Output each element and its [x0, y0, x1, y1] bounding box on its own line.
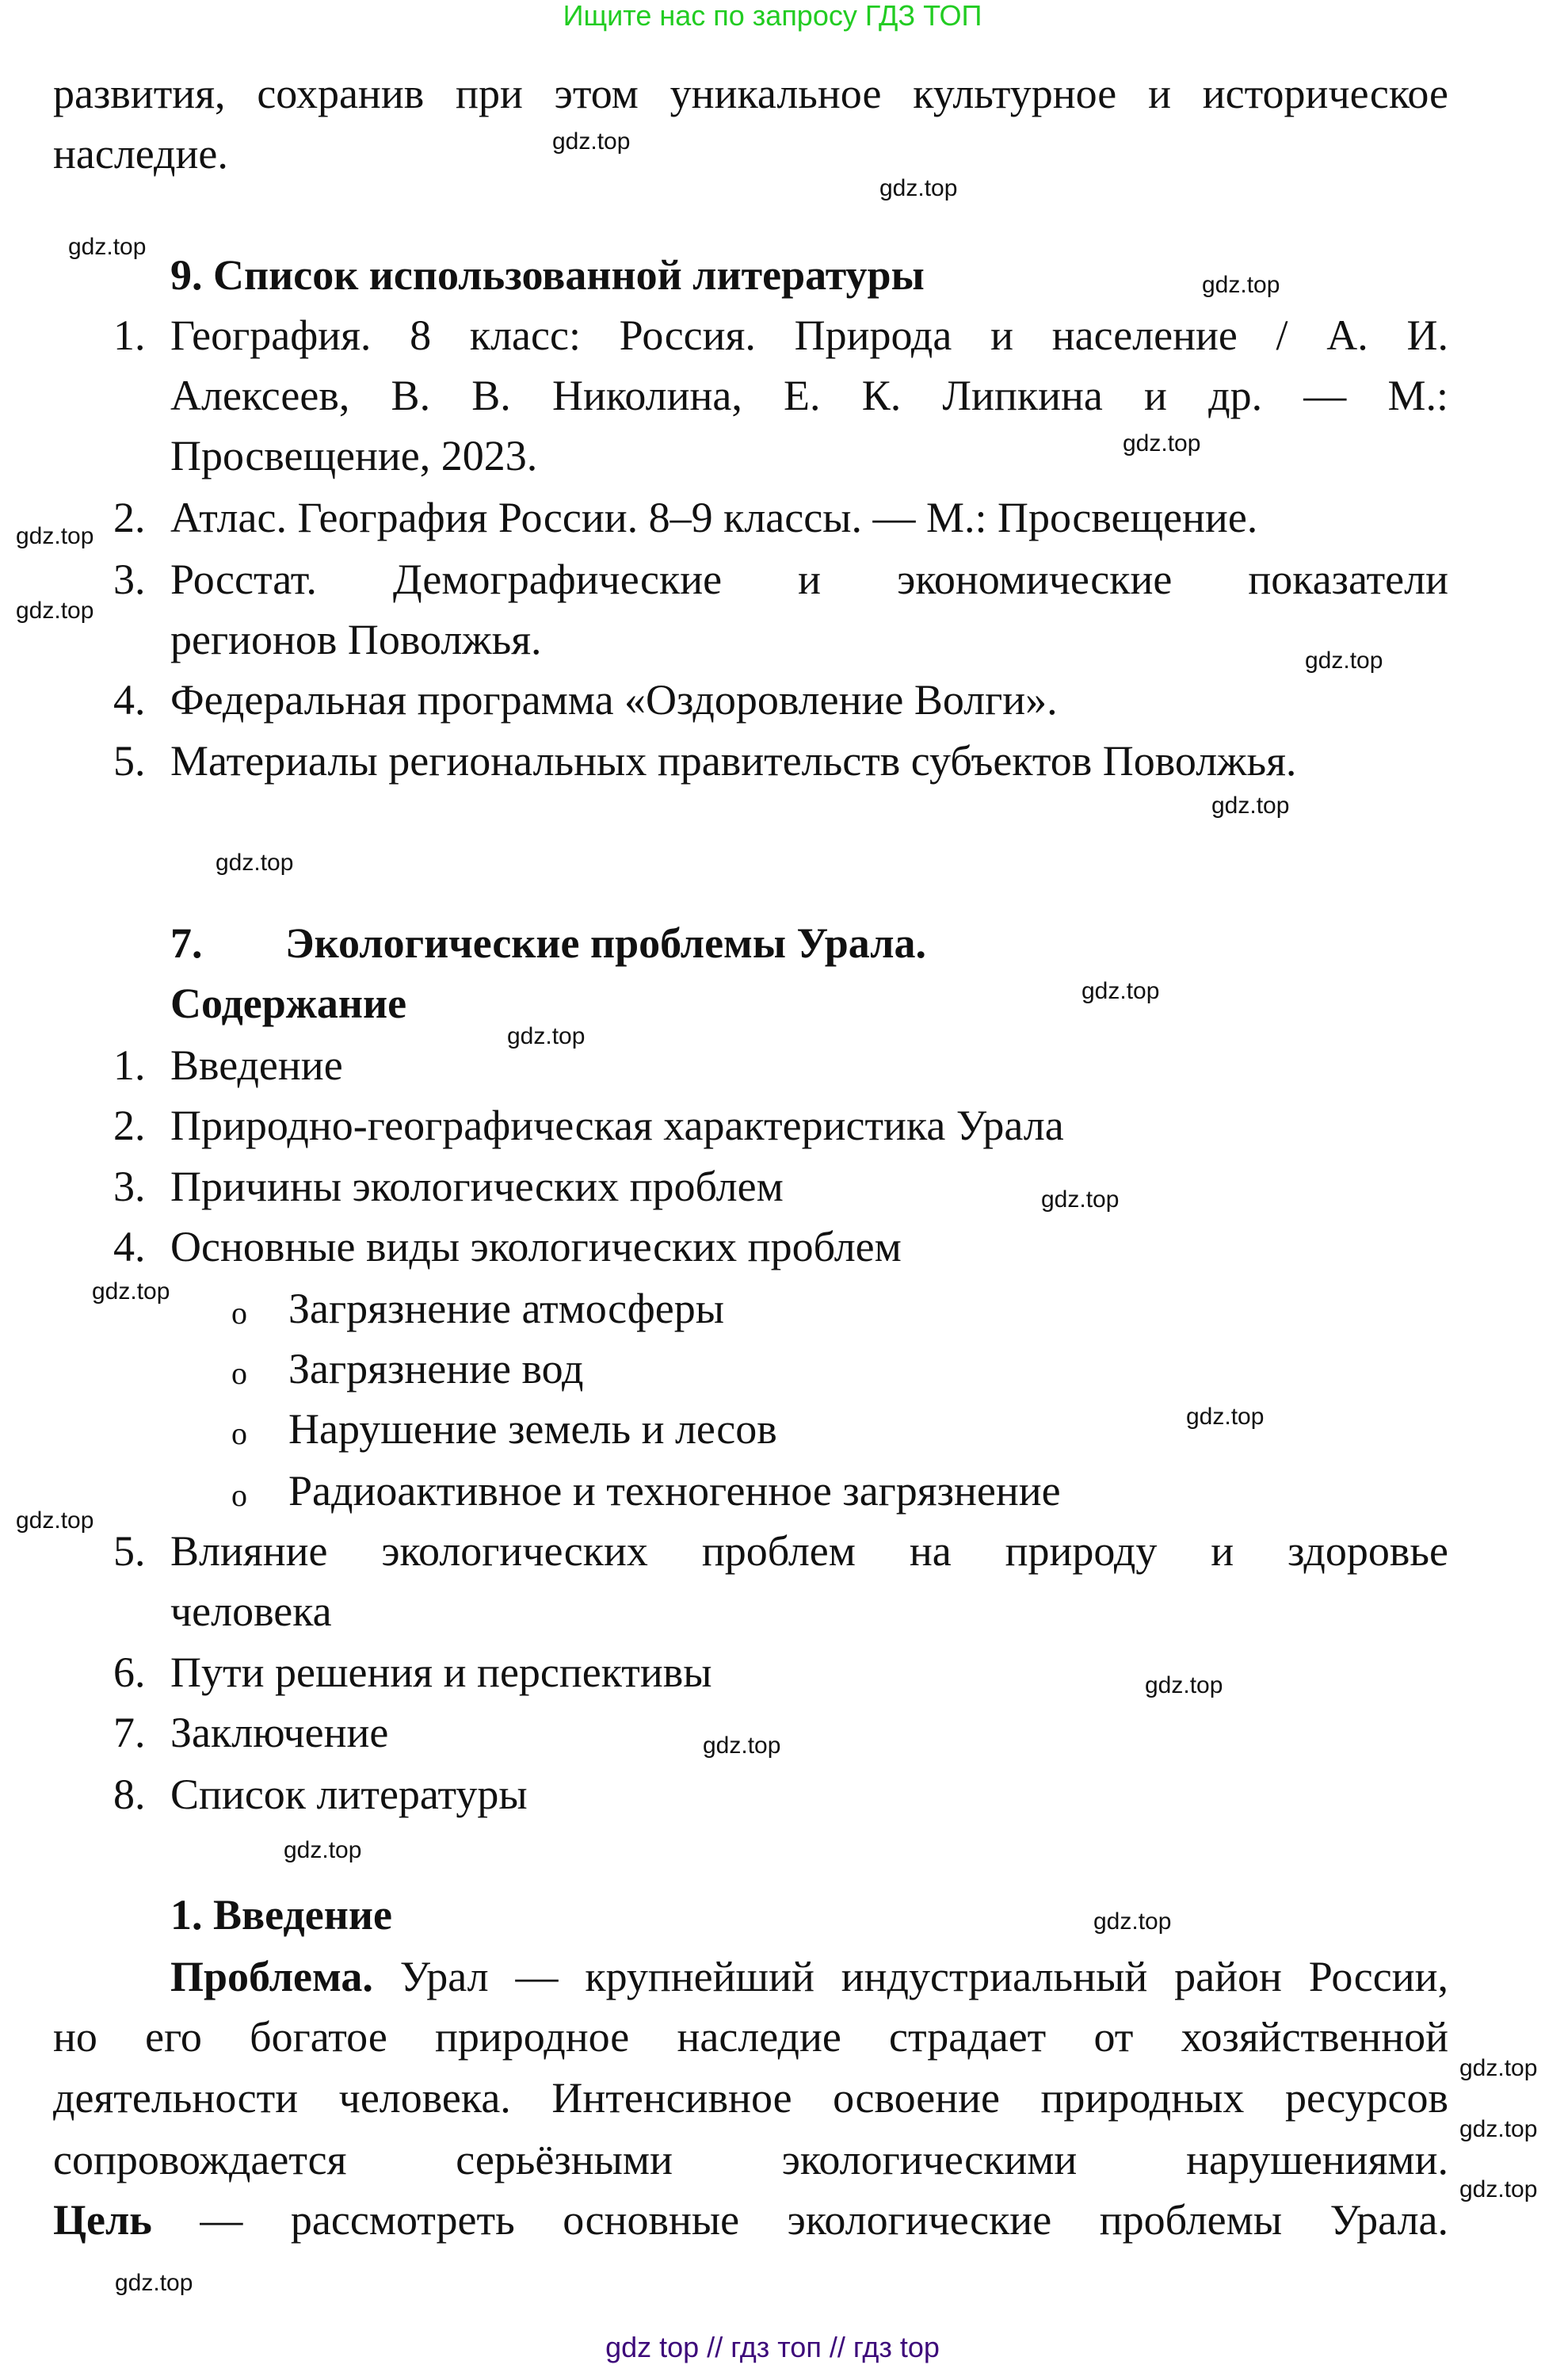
- watermark: gdz.top: [92, 1278, 170, 1305]
- watermark: gdz.top: [1459, 2055, 1538, 2081]
- list-number: 3.: [113, 556, 146, 603]
- list-number: 4.: [113, 676, 146, 724]
- watermark: gdz.top: [16, 598, 94, 624]
- watermark: gdz.top: [1459, 2116, 1538, 2142]
- list-number: 8.: [113, 1771, 146, 1818]
- reference-item: Просвещение, 2023.: [170, 432, 538, 479]
- list-number: 5.: [113, 737, 146, 785]
- paragraph-line: наследие.: [53, 130, 228, 178]
- reference-item: Росстат. Демографические и экономические показатели: [170, 556, 1448, 603]
- reference-item: Федеральная программа «Оздоровление Волги».: [170, 676, 1058, 724]
- section-title: Экологические проблемы Урала.: [285, 919, 926, 967]
- list-number: 6.: [113, 1648, 146, 1696]
- watermark: gdz.top: [16, 1507, 94, 1534]
- section-number: 7.: [170, 919, 203, 967]
- list-number: 5.: [113, 1527, 146, 1575]
- list-number: 1.: [113, 1041, 146, 1089]
- watermark: gdz.top: [284, 1837, 362, 1863]
- bullet-icon: o: [231, 1355, 247, 1391]
- watermark: gdz.top: [1186, 1404, 1265, 1430]
- reference-item: регионов Поволжья.: [170, 616, 542, 663]
- contents-subitem: Радиоактивное и техногенное загрязнение: [288, 1467, 1061, 1515]
- bullet-icon: o: [231, 1477, 247, 1513]
- header-banner[interactable]: Ищите нас по запросу ГДЗ ТОП: [563, 0, 982, 32]
- contents-item: Список литературы: [170, 1771, 528, 1818]
- footer-banner[interactable]: gdz top // гдз топ // гдз top: [605, 2331, 940, 2363]
- watermark: gdz.top: [552, 128, 631, 155]
- contents-item: Основные виды экологических проблем: [170, 1223, 902, 1270]
- contents-item: Заключение: [170, 1709, 389, 1756]
- watermark: gdz.top: [1093, 1908, 1172, 1935]
- contents-item: человека: [170, 1587, 332, 1635]
- watermark: gdz.top: [115, 2270, 193, 2296]
- watermark: gdz.top: [1305, 648, 1383, 674]
- watermark: gdz.top: [216, 850, 294, 876]
- reference-item: Атлас. География России. 8–9 классы. — М.: Просвещение.: [170, 494, 1258, 541]
- problem-label: Проблема.: [170, 1953, 373, 2000]
- paragraph-line: деятельности человека. Интенсивное освоение природных ресурсов: [53, 2074, 1448, 2122]
- reference-item: География. 8 класс: Россия. Природа и население / А. И.: [170, 311, 1448, 359]
- watermark: gdz.top: [1211, 793, 1290, 819]
- watermark: gdz.top: [703, 1732, 781, 1759]
- goal-label: Цель: [53, 2196, 152, 2244]
- watermark: gdz.top: [1041, 1186, 1120, 1213]
- watermark: gdz.top: [16, 523, 94, 549]
- references-heading: 9. Список использованной литературы: [170, 251, 925, 299]
- contents-item: Причины экологических проблем: [170, 1163, 784, 1210]
- list-number: 7.: [113, 1709, 146, 1756]
- contents-item: Влияние экологических проблем на природу и здоровье: [170, 1527, 1448, 1575]
- contents-heading: Содержание: [170, 980, 407, 1027]
- problem-text: Урал — крупнейший индустриальный район России,: [372, 1953, 1448, 2000]
- list-number: 1.: [113, 311, 146, 359]
- contents-subitem: Загрязнение атмосферы: [288, 1285, 725, 1332]
- watermark: gdz.top: [879, 175, 958, 201]
- contents-subitem: Нарушение земель и лесов: [288, 1405, 777, 1453]
- watermark: gdz.top: [1082, 978, 1160, 1004]
- paragraph-line: развития, сохранив при этом уникальное культурное и историческое: [53, 70, 1448, 117]
- paragraph-line: [170, 1946, 1448, 2008]
- reference-item: Алексеев, В. В. Николина, Е. К. Липкина и др. — М.:: [170, 372, 1448, 419]
- watermark: gdz.top: [1145, 1672, 1223, 1698]
- paragraph-line: [53, 2190, 1448, 2251]
- watermark: gdz.top: [1123, 430, 1201, 457]
- watermark: gdz.top: [507, 1023, 586, 1049]
- contents-item: Пути решения и перспективы: [170, 1648, 712, 1696]
- contents-item: Природно-географическая характеристика Урала: [170, 1102, 1064, 1149]
- contents-item: Введение: [170, 1041, 343, 1089]
- list-number: 3.: [113, 1163, 146, 1210]
- contents-subitem: Загрязнение вод: [288, 1345, 584, 1392]
- list-number: 2.: [113, 1102, 146, 1149]
- list-number: 4.: [113, 1223, 146, 1270]
- watermark: gdz.top: [68, 234, 147, 260]
- reference-item: Материалы региональных правительств субъектов Поволжья.: [170, 737, 1297, 785]
- introduction-heading: 1. Введение: [170, 1891, 392, 1939]
- bullet-icon: o: [231, 1295, 247, 1331]
- bullet-icon: o: [231, 1415, 247, 1451]
- goal-text: — рассмотреть основные экологические проблемы Урала.: [151, 2196, 1448, 2244]
- list-number: 2.: [113, 494, 146, 541]
- watermark: gdz.top: [1202, 272, 1280, 298]
- paragraph-line: сопровождается серьёзными экологическими нарушениями.: [53, 2136, 1448, 2183]
- watermark: gdz.top: [1459, 2176, 1538, 2202]
- paragraph-line: но его богатое природное наследие страдает от хозяйственной: [53, 2013, 1448, 2061]
